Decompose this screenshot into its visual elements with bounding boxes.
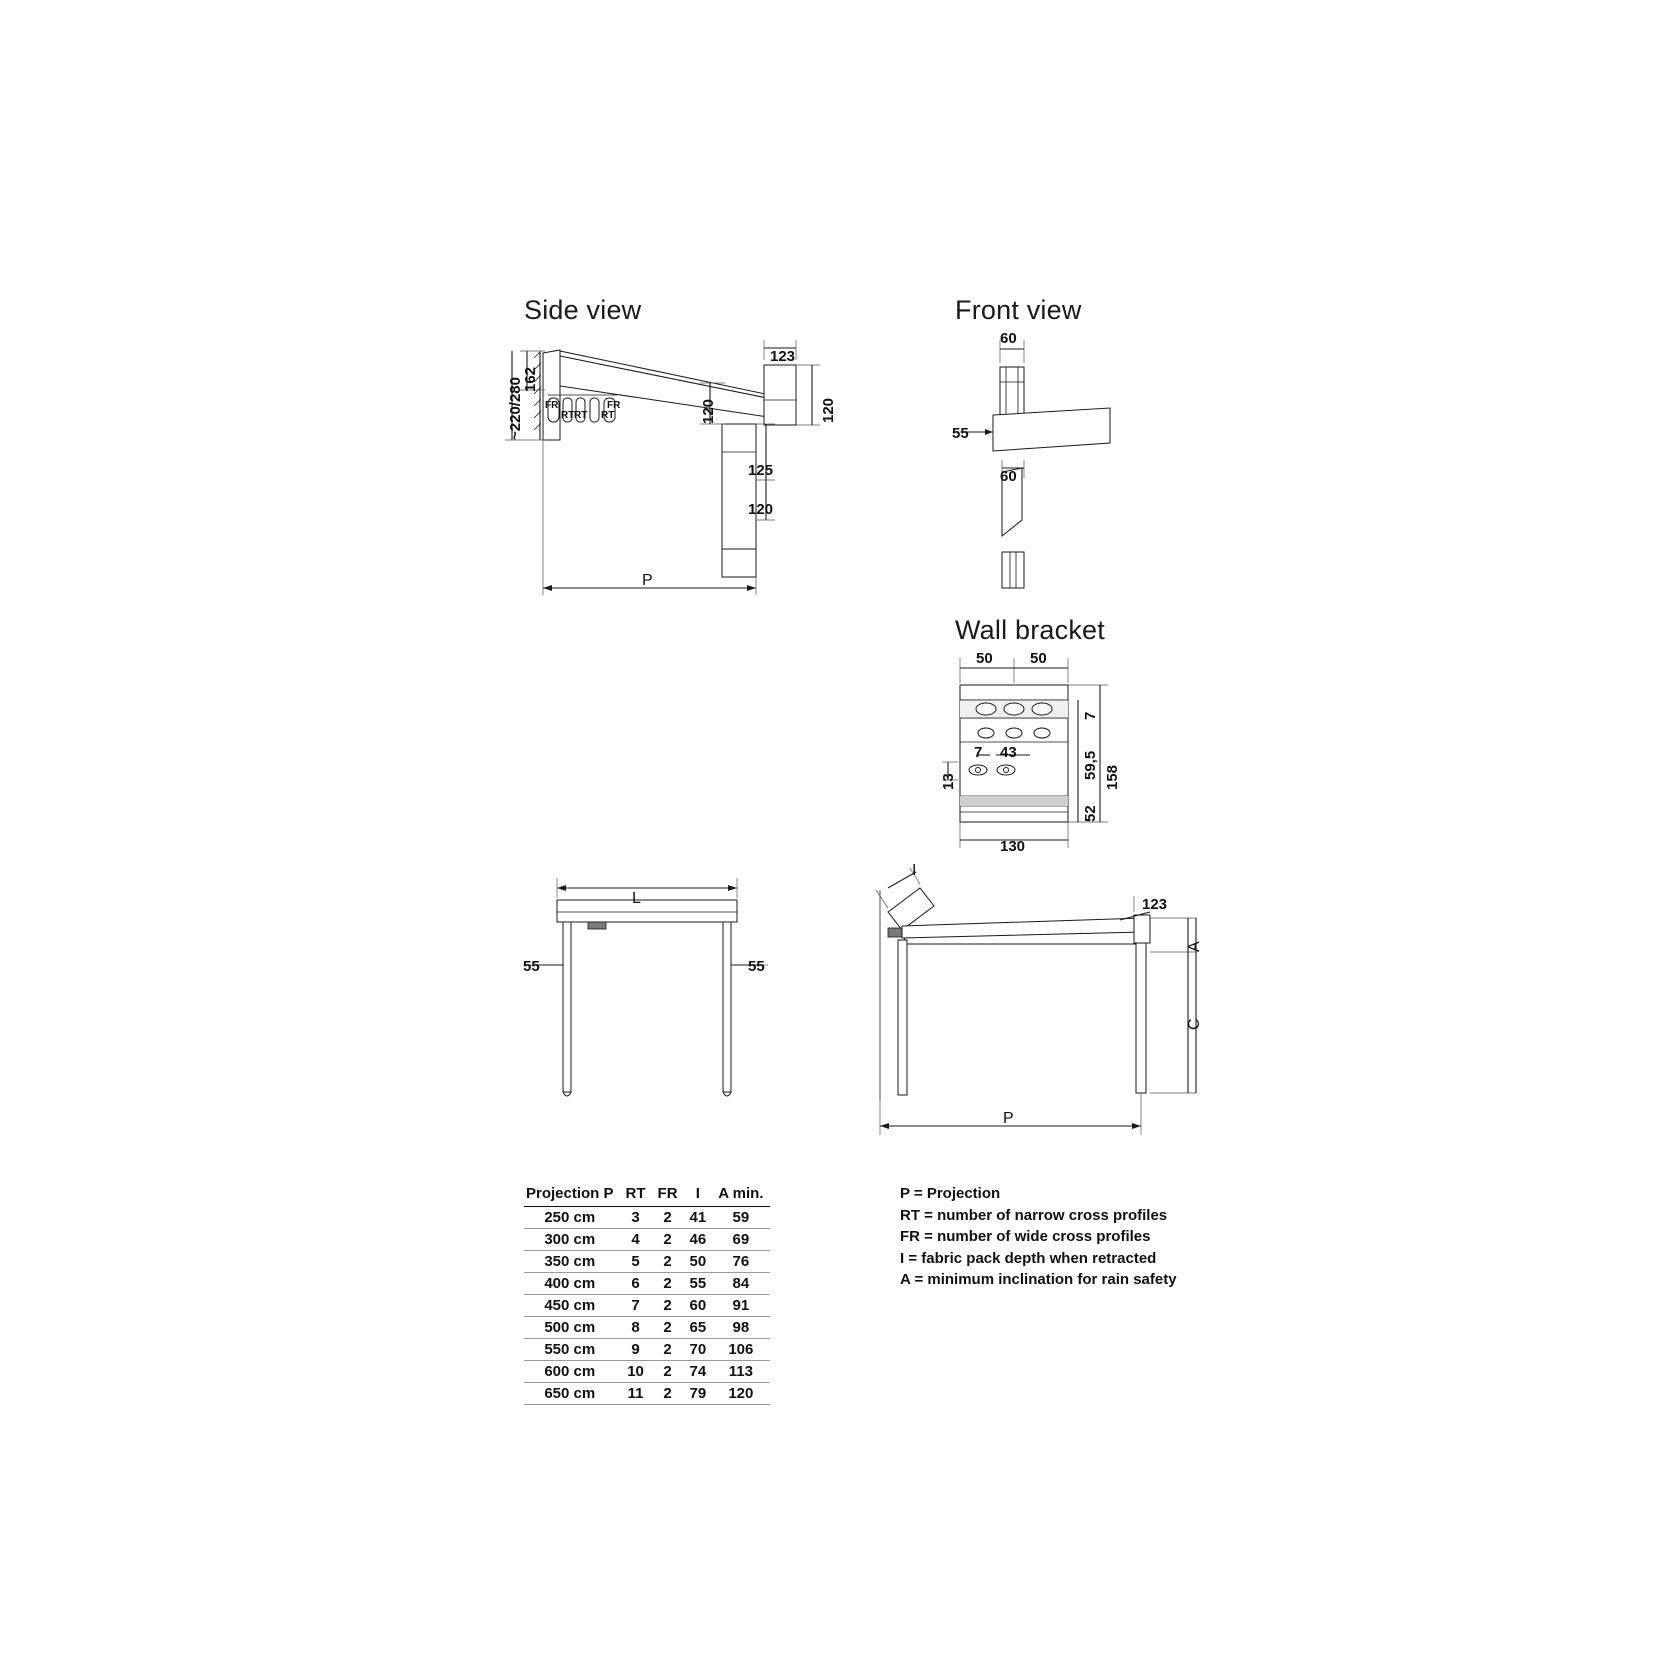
- cell-i: 46: [684, 1229, 713, 1251]
- side-label-rt-2: RT: [574, 410, 588, 421]
- cell-rt: 5: [620, 1251, 652, 1273]
- length-dim-55-left: 55: [523, 958, 540, 975]
- bracket-dim-13: 13: [940, 773, 957, 790]
- front-dim-55: 55: [952, 425, 969, 442]
- cell-amin: 91: [712, 1295, 769, 1317]
- cell-projection: 250 cm: [524, 1207, 620, 1229]
- legend-item-fr: FR = number of wide cross profiles: [900, 1228, 1151, 1245]
- cell-i: 60: [684, 1295, 713, 1317]
- table-row: [524, 1207, 770, 1229]
- table-header-rt: RT: [620, 1183, 652, 1207]
- cell-rt: 3: [620, 1207, 652, 1229]
- table-header-fr: FR: [652, 1183, 684, 1207]
- cell-fr: 2: [652, 1273, 684, 1295]
- bracket-dim-7-inner: 7: [974, 744, 983, 761]
- bracket-dim-158: 158: [1104, 764, 1121, 790]
- table-row: [524, 1317, 770, 1339]
- legend-item-a: A = minimum inclination for rain safety: [900, 1271, 1177, 1288]
- side-label-rt-3: RT: [601, 410, 615, 421]
- cell-fr: 2: [652, 1361, 684, 1383]
- cell-i: 41: [684, 1207, 713, 1229]
- legend: [900, 1183, 1177, 1291]
- front-view-heading: Front view: [955, 295, 1082, 325]
- bracket-dim-43: 43: [1000, 744, 1017, 761]
- cell-i: 55: [684, 1273, 713, 1295]
- cell-i: 50: [684, 1251, 713, 1273]
- cell-amin: 59: [712, 1207, 769, 1229]
- cell-projection: 400 cm: [524, 1273, 620, 1295]
- length-label-L: L: [632, 890, 641, 907]
- cell-fr: 2: [652, 1207, 684, 1229]
- cell-rt: 9: [620, 1339, 652, 1361]
- side-label-rt-1: RT: [561, 410, 575, 421]
- cell-i: 65: [684, 1317, 713, 1339]
- bracket-dim-59-5: 59,5: [1082, 750, 1099, 780]
- cell-projection: 450 cm: [524, 1295, 620, 1317]
- cell-amin: 76: [712, 1251, 769, 1273]
- side-dim-125: 125: [748, 462, 774, 479]
- inclination-dim-123: 123: [1142, 896, 1168, 913]
- cell-projection: 500 cm: [524, 1317, 620, 1339]
- side-dim-120-right: 120: [820, 397, 837, 423]
- cell-amin: 98: [712, 1317, 769, 1339]
- cell-fr: 2: [652, 1229, 684, 1251]
- table-row: [524, 1361, 770, 1383]
- cell-amin: 106: [712, 1339, 769, 1361]
- bracket-dim-50-b: 50: [1030, 650, 1047, 667]
- legend-item-rt: RT = number of narrow cross profiles: [900, 1206, 1168, 1224]
- wall-bracket-heading: Wall bracket: [955, 615, 1105, 645]
- legend-item-p: P = Projection: [900, 1185, 1001, 1202]
- side-dim-120-mid: 120: [700, 398, 717, 424]
- cell-i: 74: [684, 1361, 713, 1383]
- cell-rt: 8: [620, 1317, 652, 1339]
- side-dim-120-bottom: 120: [748, 501, 774, 518]
- table-header-i: I: [684, 1183, 713, 1207]
- table-row: [524, 1273, 770, 1295]
- cell-rt: 6: [620, 1273, 652, 1295]
- cell-fr: 2: [652, 1251, 684, 1273]
- side-dim-123: 123: [770, 348, 796, 365]
- table-row: [524, 1251, 770, 1273]
- bracket-dim-7-top: 7: [1082, 711, 1099, 720]
- cell-fr: 2: [652, 1383, 684, 1405]
- cell-fr: 2: [652, 1317, 684, 1339]
- cell-rt: 7: [620, 1295, 652, 1317]
- cell-projection: 350 cm: [524, 1251, 620, 1273]
- legend-item-i: I = fabric pack depth when retracted: [900, 1249, 1157, 1267]
- side-view-heading: Side view: [524, 295, 642, 325]
- cell-rt: 10: [620, 1361, 652, 1383]
- bracket-dim-52: 52: [1082, 805, 1099, 822]
- cell-projection: 550 cm: [524, 1339, 620, 1361]
- table-row: [524, 1383, 770, 1405]
- specification-table: [524, 1183, 770, 1405]
- cell-rt: 4: [620, 1229, 652, 1251]
- cell-rt: 11: [620, 1383, 652, 1405]
- inclination-label-P: P: [1003, 1110, 1014, 1127]
- side-label-fr-left: FR: [545, 400, 559, 411]
- side-dim-162: 162: [522, 366, 539, 392]
- front-dim-60-bottom: 60: [1000, 468, 1017, 485]
- cell-fr: 2: [652, 1339, 684, 1361]
- front-dim-60-top: 60: [1000, 330, 1017, 347]
- inclination-label-C: C: [1186, 1018, 1203, 1030]
- side-dim-220-280: ~220/280: [507, 377, 524, 440]
- table-header-amin: A min.: [712, 1183, 769, 1207]
- side-label-projection: P: [642, 572, 653, 589]
- cell-amin: 120: [712, 1383, 769, 1405]
- inclination-label-I: I: [912, 862, 917, 879]
- length-dim-55-right: 55: [748, 958, 765, 975]
- cell-i: 79: [684, 1383, 713, 1405]
- cell-i: 70: [684, 1339, 713, 1361]
- bracket-dim-130: 130: [1000, 838, 1026, 855]
- cell-projection: 650 cm: [524, 1383, 620, 1405]
- table-header-projection: Projection P: [524, 1183, 620, 1207]
- table-row: [524, 1295, 770, 1317]
- side-label-fr-right: FR: [607, 400, 621, 411]
- cell-amin: 69: [712, 1229, 769, 1251]
- table-row: [524, 1339, 770, 1361]
- cell-fr: 2: [652, 1295, 684, 1317]
- cell-projection: 600 cm: [524, 1361, 620, 1383]
- table-row: [524, 1229, 770, 1251]
- inclination-label-A: A: [1186, 941, 1203, 952]
- cell-amin: 84: [712, 1273, 769, 1295]
- table-header-row: [524, 1183, 770, 1207]
- cell-amin: 113: [712, 1361, 769, 1383]
- bracket-dim-50-a: 50: [976, 650, 993, 667]
- cell-projection: 300 cm: [524, 1229, 620, 1251]
